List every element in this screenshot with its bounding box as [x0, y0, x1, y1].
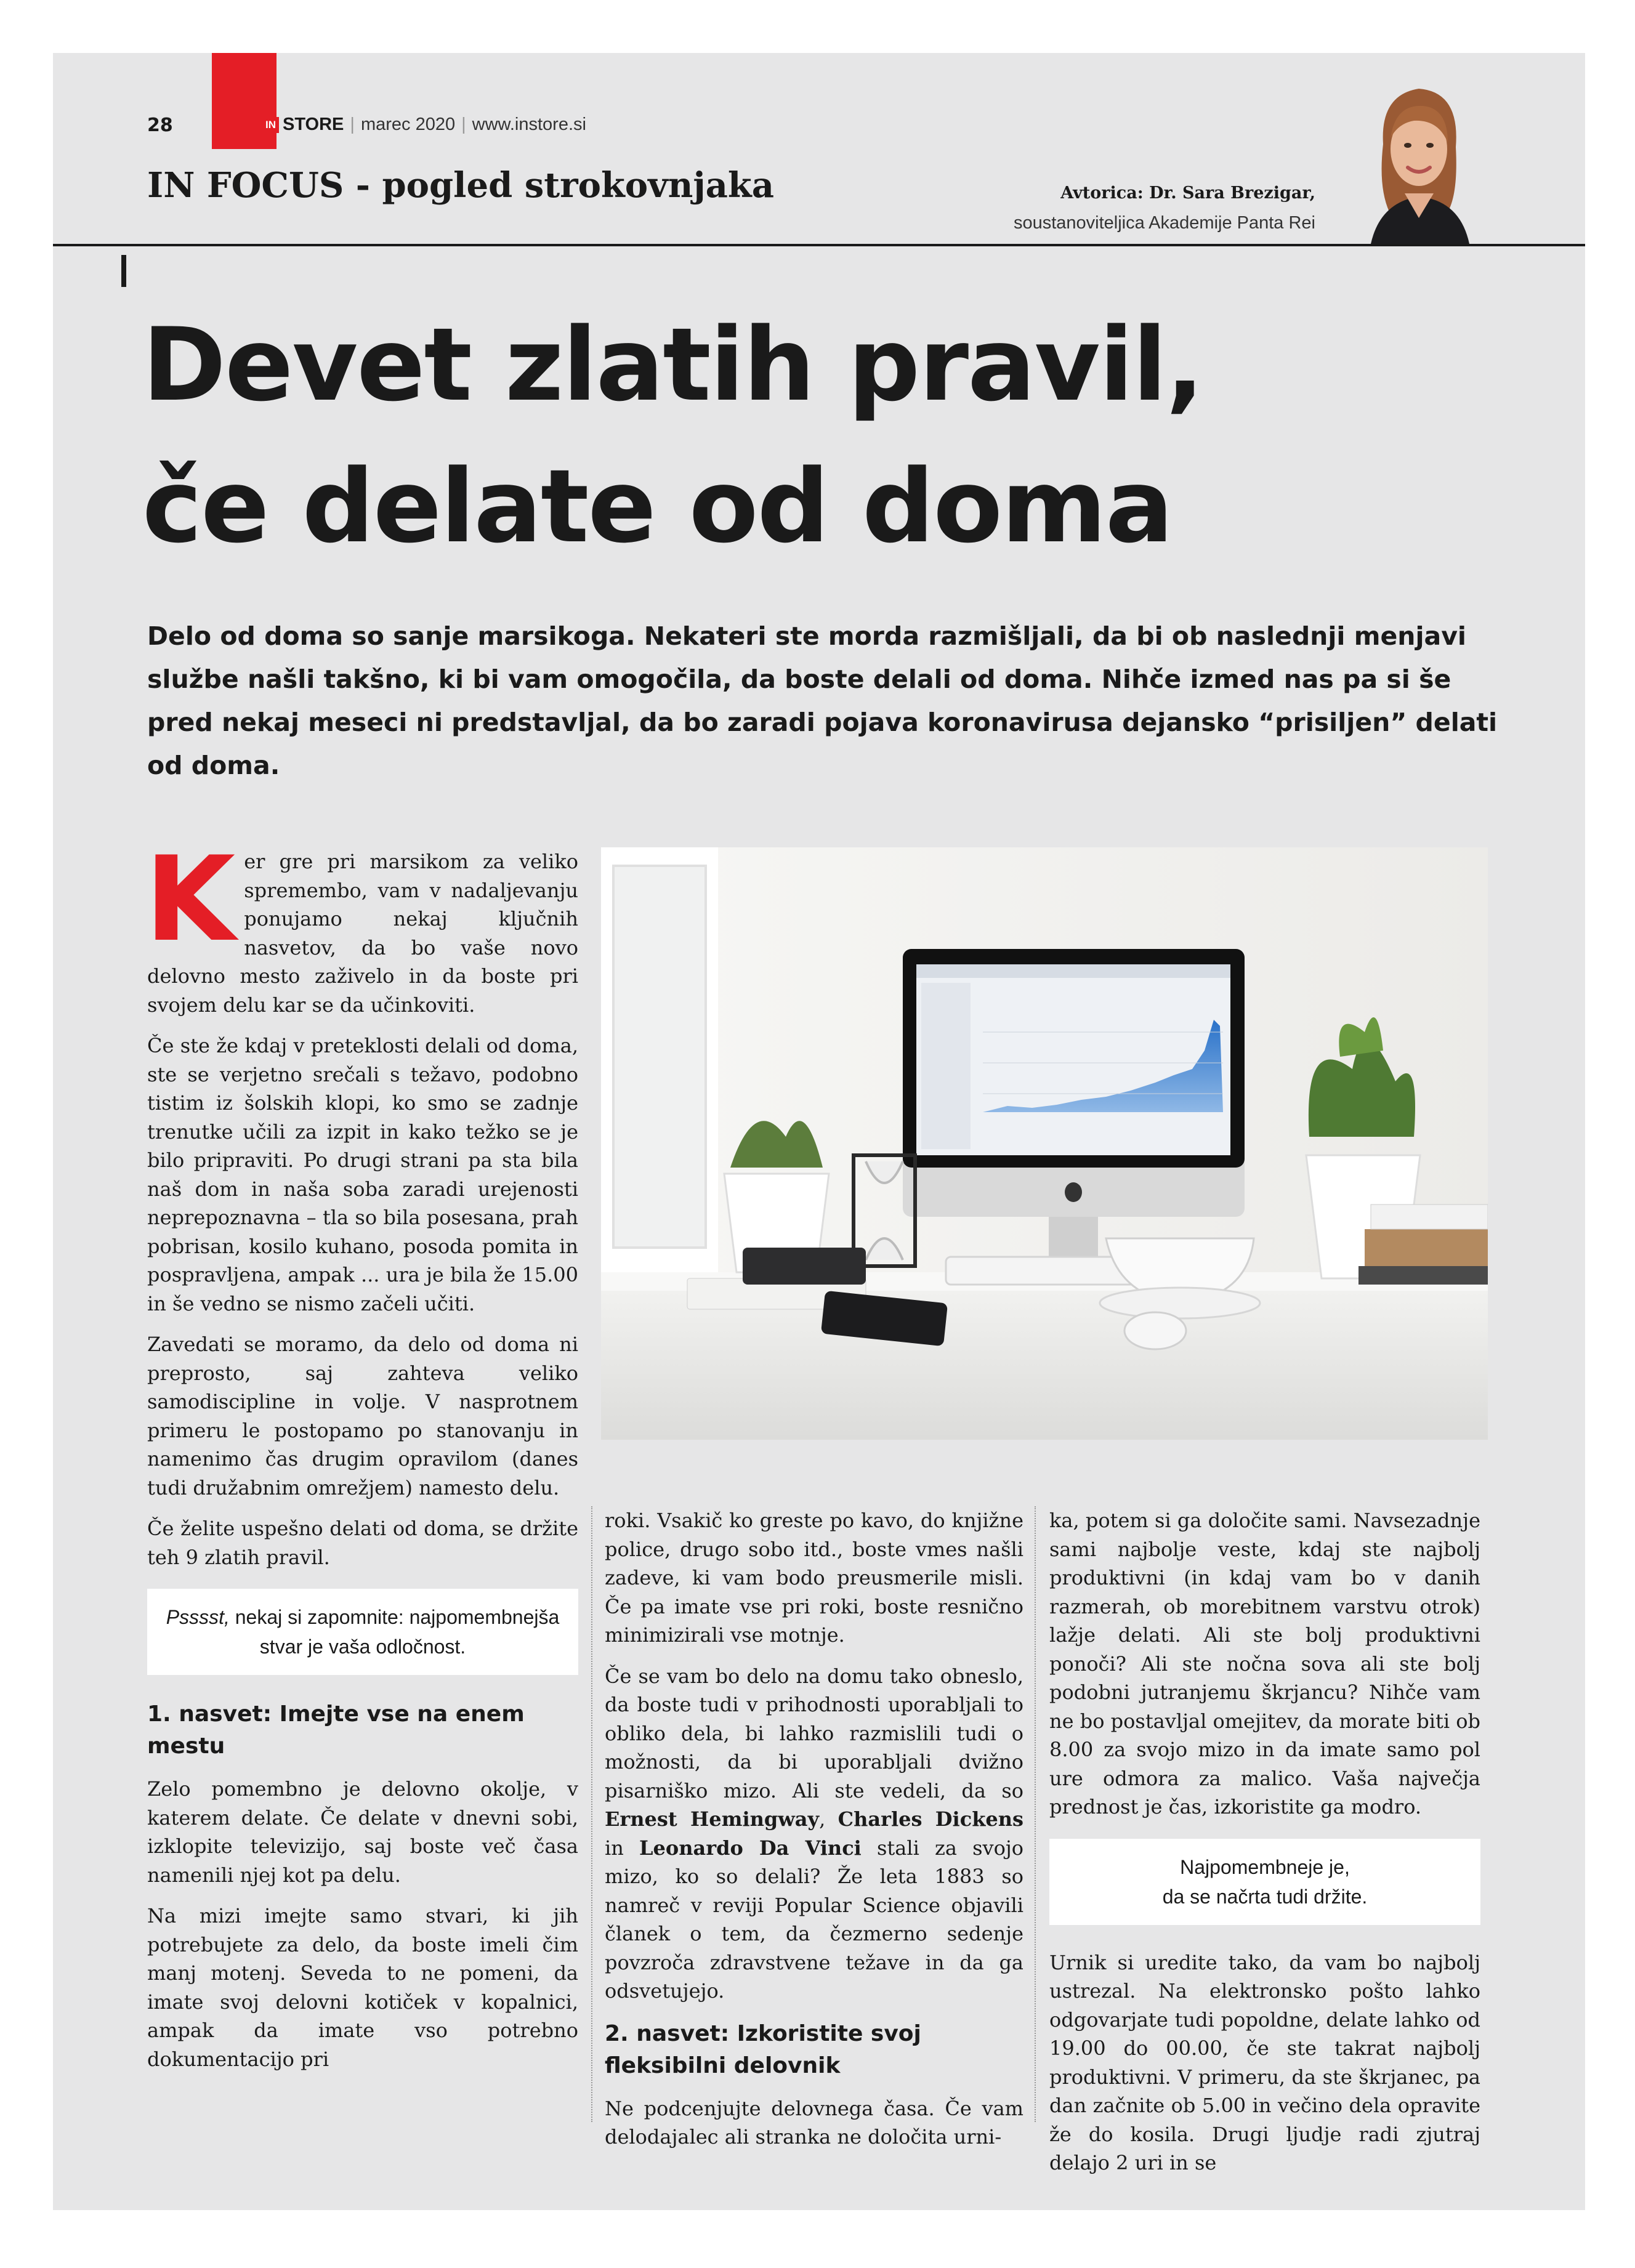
paragraph: Če se vam bo delo na domu tako obneslo, da boste tudi v prihodnosti uporabljali to obliko dela, bi lahko razmislili tudi o možnosti, da bi uporabljali dvižno pisarniško mizo. Ali ste vedeli, da so Ernest Hemingway, Charles Dickens in Leonardo Da Vinci stali za svojo mizo, ko so delali? Že leta 1883 so namreč v reviji Popular Science objavili članek o tem, da čezmerno sedenje povzroča zdravstvene težave in da ga odsvetujejo.	[605, 1664, 1024, 2003]
page-number: 28	[147, 115, 173, 136]
paragraph: Ker gre pri marsikom za veliko spremembo, vam v nadaljevanju ponujamo nekaj ključnih nasvetov, da bo vaše novo delovno mesto zaživelo in da boste pri svojem delu kar se da učinkoviti.	[145, 831, 578, 1017]
column-divider	[591, 1506, 592, 2122]
name-highlight: Charles Dickens	[838, 1807, 1023, 1831]
pull-quote-2: Najpomembneje je, da se načrta tudi držite.	[1049, 1839, 1480, 1925]
column-2	[605, 1506, 1023, 2164]
article-title	[142, 294, 1203, 578]
running-header: IN STORE | marec 2020 | www.instore.si	[262, 115, 586, 135]
paragraph: Zavedati se moramo, da delo od doma ni preprosto, saj zahteva veliko samodiscipline in volje. V nasprotnem primeru le postopamo po stanovanju in namenimo čas drugim opravilom (danes tudi družabnim omrežjem) namesto delu.	[147, 1333, 578, 1499]
subheading-tip-2: 2. nasvet: Izkoristite svoj fleksibilni delovnik	[605, 2020, 921, 2078]
paragraph: Zelo pomembno je delovno okolje, v katerem delate. Če delate v dnevni sobi, izklopite televizijo, saj boste več časa namenili njej kot pa delu.	[147, 1777, 578, 1887]
paragraph: ka, potem si ga določite sami. Navsezadnje sami najbolje veste, kdaj ste najbolj produktivni (in kdaj vam bo v danih razmerah, ob morebitnem varstvu otrok) lažje delati. Ali ste bolj produktivni ponoči? Ali ste nočna sova ali ste bolj podobni jutranjemu škrjancu? Nihče vam ne bo postavljal omejitev, da morate biti ob 8.00 za svojo mizo in da imate samo pol ure odmora za malico. Vaša največja prednost je čas, izkoristite ga modro.	[1049, 1509, 1481, 1818]
paragraph: Ne podcenjujte delovnega časa. Če vam delodajalec ali stranka ne določita urni-	[605, 2096, 1023, 2149]
paragraph: Urnik si uredite tako, da vam bo najbolj ustrezal. Na elektronsko pošto lahko odgovarjate tudi popoldne, delate lahko od 19.00 do 00.00, če ste takrat najbolj produktivni. V primeru, da ste škrjanec, pa dan začnite ob 5.00 in večino dela opravite že do kosila. Drugi ljudje radi zjutraj delajo 2 uri in se	[1049, 1950, 1480, 2174]
article-lead: Delo od doma so sanje marsikoga. Nekateri ste morda razmišljali, da bi ob naslednji menjavi službe našli takšno, ki bi vam omogočila, da boste delali od doma. Nihče izmed nas pa si še pred nekaj meseci ni predstavljal, da bo zaradi pojava koronavirusa dejansko “prisiljen” delati od doma.	[147, 621, 1498, 780]
subheading-tip-1: 1. nasvet: Imejte vse na enem mestu	[147, 1701, 525, 1759]
instore-logo-store: STORE	[283, 115, 344, 134]
header-rule	[53, 244, 1585, 246]
paragraph: roki. Vsakič ko greste po kavo, do knjižne police, drugo sobo itd., boste vmes našli zadeve, ki vam bodo preusmerile misli. Če pa imate vse pri roki, boste resnično minimizirali vse motnje.	[605, 1509, 1023, 1647]
instore-logo-in: IN	[262, 117, 279, 133]
author-photo	[1346, 70, 1488, 244]
paragraph: Če želite uspešno delati od doma, se držite teh 9 zlatih pravil.	[147, 1517, 578, 1569]
desk-photo	[601, 847, 1488, 1440]
column-3	[1049, 1506, 1480, 2190]
title-line-2: če delate od doma	[142, 448, 1173, 565]
title-tick-mark	[121, 255, 126, 287]
pull-quote-1: Psssst, nekaj si zapomnite: najpomembnejša stvar je vaša odločnost.	[147, 1589, 578, 1675]
name-highlight: Ernest Hemingway	[605, 1807, 820, 1831]
website-link[interactable]: www.instore.si	[472, 115, 586, 134]
drop-cap: K	[145, 831, 236, 967]
author-name: Avtorica: Dr. Sara Brezigar,	[1060, 184, 1315, 203]
column-divider	[1035, 1506, 1036, 2122]
magazine-page	[53, 53, 1585, 2210]
paragraph: Če ste že kdaj v preteklosti delali od doma, ste se verjetno srečali s težavo, podobno tistim iz šolskih klopi, ko smo se zadnje trenutke učili za izpit in kako težko se je bilo pripraviti. Po drugi strani pa sta bila naš dom in naša soba zaradi urejenosti neprepoznavna – tla so bila posesana, prah pobrisan, kosilo kuhano, posoda pomita in pospravljena, ampak ... ura je bila že 15.00 in še vedno se nismo začeli učiti.	[147, 1034, 578, 1315]
section-title: IN FOCUS - pogled strokovnjaka	[147, 165, 775, 206]
title-line-1: Devet zlatih pravil,	[142, 306, 1203, 424]
name-highlight: Leonardo Da Vinci	[639, 1836, 862, 1860]
issue-date: marec 2020	[360, 115, 456, 134]
author-role: soustanoviteljica Akademije Panta Rei	[1013, 213, 1315, 233]
column-1	[145, 831, 578, 2086]
paragraph: Na mizi imejte samo stvari, ki jih potrebujete za delo, da boste imeli čim manj motenj. Seveda to ne pomeni, da imate svoj delovni kotiček v kopalnici, ampak da imate vso potrebno dokumentacijo pri	[147, 1904, 578, 2071]
